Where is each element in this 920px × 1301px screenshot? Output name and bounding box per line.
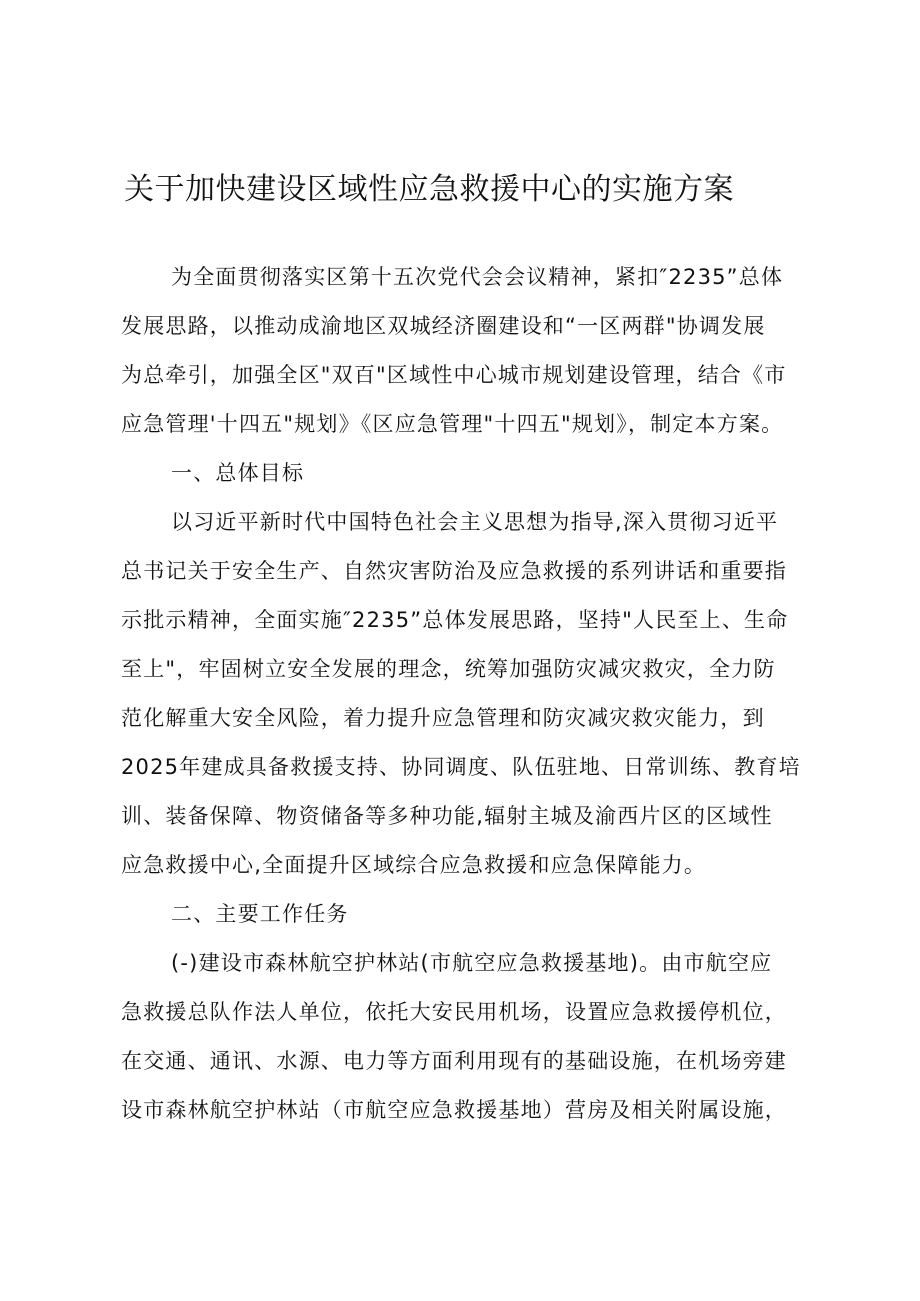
section-heading: 二、主要工作任务 xyxy=(171,902,349,926)
paragraph-line: 至上"，牢固树立安全发展的理念，统筹加强防灾减灾救灾，全力防 xyxy=(121,657,776,681)
section-heading: 一、总体目标 xyxy=(171,461,305,485)
paragraph-line: 发展思路，以推动成渝地区双城经济圈建设和“一区两群"协调发展 xyxy=(121,314,766,338)
paragraph-line: 为总牵引，加强全区"双百"区域性中心城市规划建设管理，结合《市 xyxy=(121,363,787,387)
paragraph-line: 2025年建成具备救援支持、协同调度、队伍驻地、日常训练、教育培 xyxy=(121,755,801,779)
paragraph-line: 设市森林航空护林站（市航空应急救援基地）营房及相关附属设施， xyxy=(121,1098,787,1122)
paragraph-line: 范化解重大安全风险，着力提升应急管理和防灾减灾救灾能力，到 xyxy=(121,706,765,730)
paragraph-line: (-)建设市森林航空护林站(市航空应急救援基地)。由市航空应 xyxy=(171,951,773,975)
paragraph-line: 总书记关于安全生产、自然灾害防治及应急救援的系列讲话和重要指 xyxy=(121,559,787,583)
paragraph-line: 为全面贯彻落实区第十五次党代会会议精神，紧扣″2235”总体 xyxy=(171,265,784,289)
paragraph-line: 训、装备保障、物资储备等多种功能,辐射主城及渝西片区的区域性 xyxy=(121,804,773,828)
document-title: 关于加快建设区域性应急救援中心的实施方案 xyxy=(124,172,734,207)
paragraph-line: 示批示精神，全面实施″2235”总体发展思路，坚持"人民至上、生命 xyxy=(121,608,789,632)
paragraph-line: 应急救援中心,全面提升区域综合应急救援和应急保障能力。 xyxy=(121,853,707,877)
paragraph-line: 急救援总队作法人单位，依托大安民用机场，设置应急救援停机位， xyxy=(121,1000,787,1024)
paragraph-line: 以习近平新时代中国特色社会主义思想为指导,深入贯彻习近平 xyxy=(171,510,779,534)
paragraph-line: 在交通、通讯、水源、电力等方面利用现有的基础设施，在机场旁建 xyxy=(121,1049,787,1073)
paragraph-line: 应急管理'十四五"规划》《区应急管理"十四五"规划》，制定本方案。 xyxy=(121,412,784,436)
